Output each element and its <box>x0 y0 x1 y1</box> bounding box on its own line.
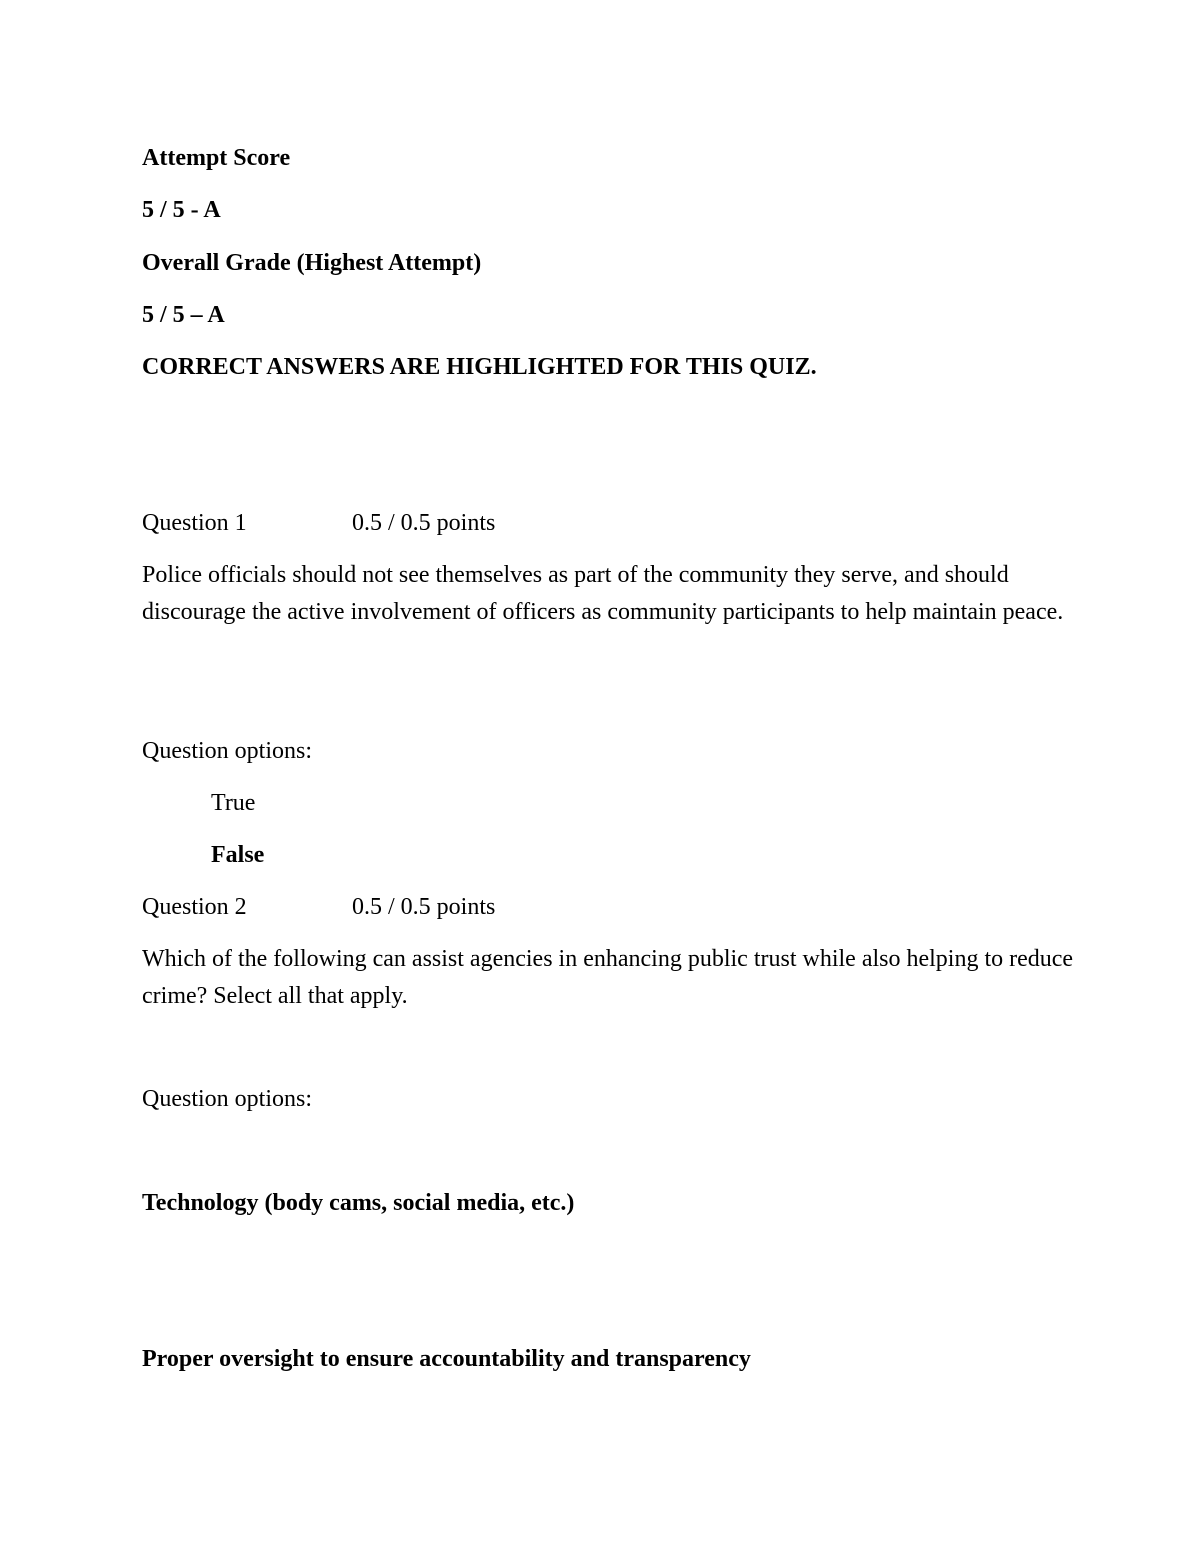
question-2-option-oversight-correct: Proper oversight to ensure accountability and transparency <box>142 1346 751 1372</box>
attempt-score-label: Attempt Score <box>142 145 291 171</box>
correct-answers-notice: CORRECT ANSWERS ARE HIGHLIGHTED FOR THIS QUIZ. <box>142 354 817 380</box>
question-1-options-label: Question options: <box>142 738 313 764</box>
attempt-score-value: 5 / 5 - A <box>142 197 221 223</box>
question-2-option-technology-correct: Technology (body cams, social media, etc.) <box>142 1190 575 1216</box>
question-1-option-true: True <box>211 790 256 816</box>
question-1-label: Question 1 <box>142 510 247 536</box>
question-2-options-label: Question options: <box>142 1086 313 1112</box>
question-1-points: 0.5 / 0.5 points <box>352 510 496 536</box>
question-2-label: Question 2 <box>142 894 247 920</box>
overall-grade-value: 5 / 5 – A <box>142 302 225 328</box>
question-2-text: Which of the following can assist agencies in enhancing public trust while also helping to reduce crime? Select all that apply. <box>142 946 1074 1009</box>
overall-grade-label: Overall Grade (Highest Attempt) <box>142 250 482 276</box>
question-1-text: Police officials should not see themselves as part of the community they serve, and should discourage the active involvement of officers as community participants to help maintain peace. <box>142 562 1064 625</box>
question-2-points: 0.5 / 0.5 points <box>352 894 496 920</box>
question-1-option-false-correct: False <box>211 842 265 868</box>
